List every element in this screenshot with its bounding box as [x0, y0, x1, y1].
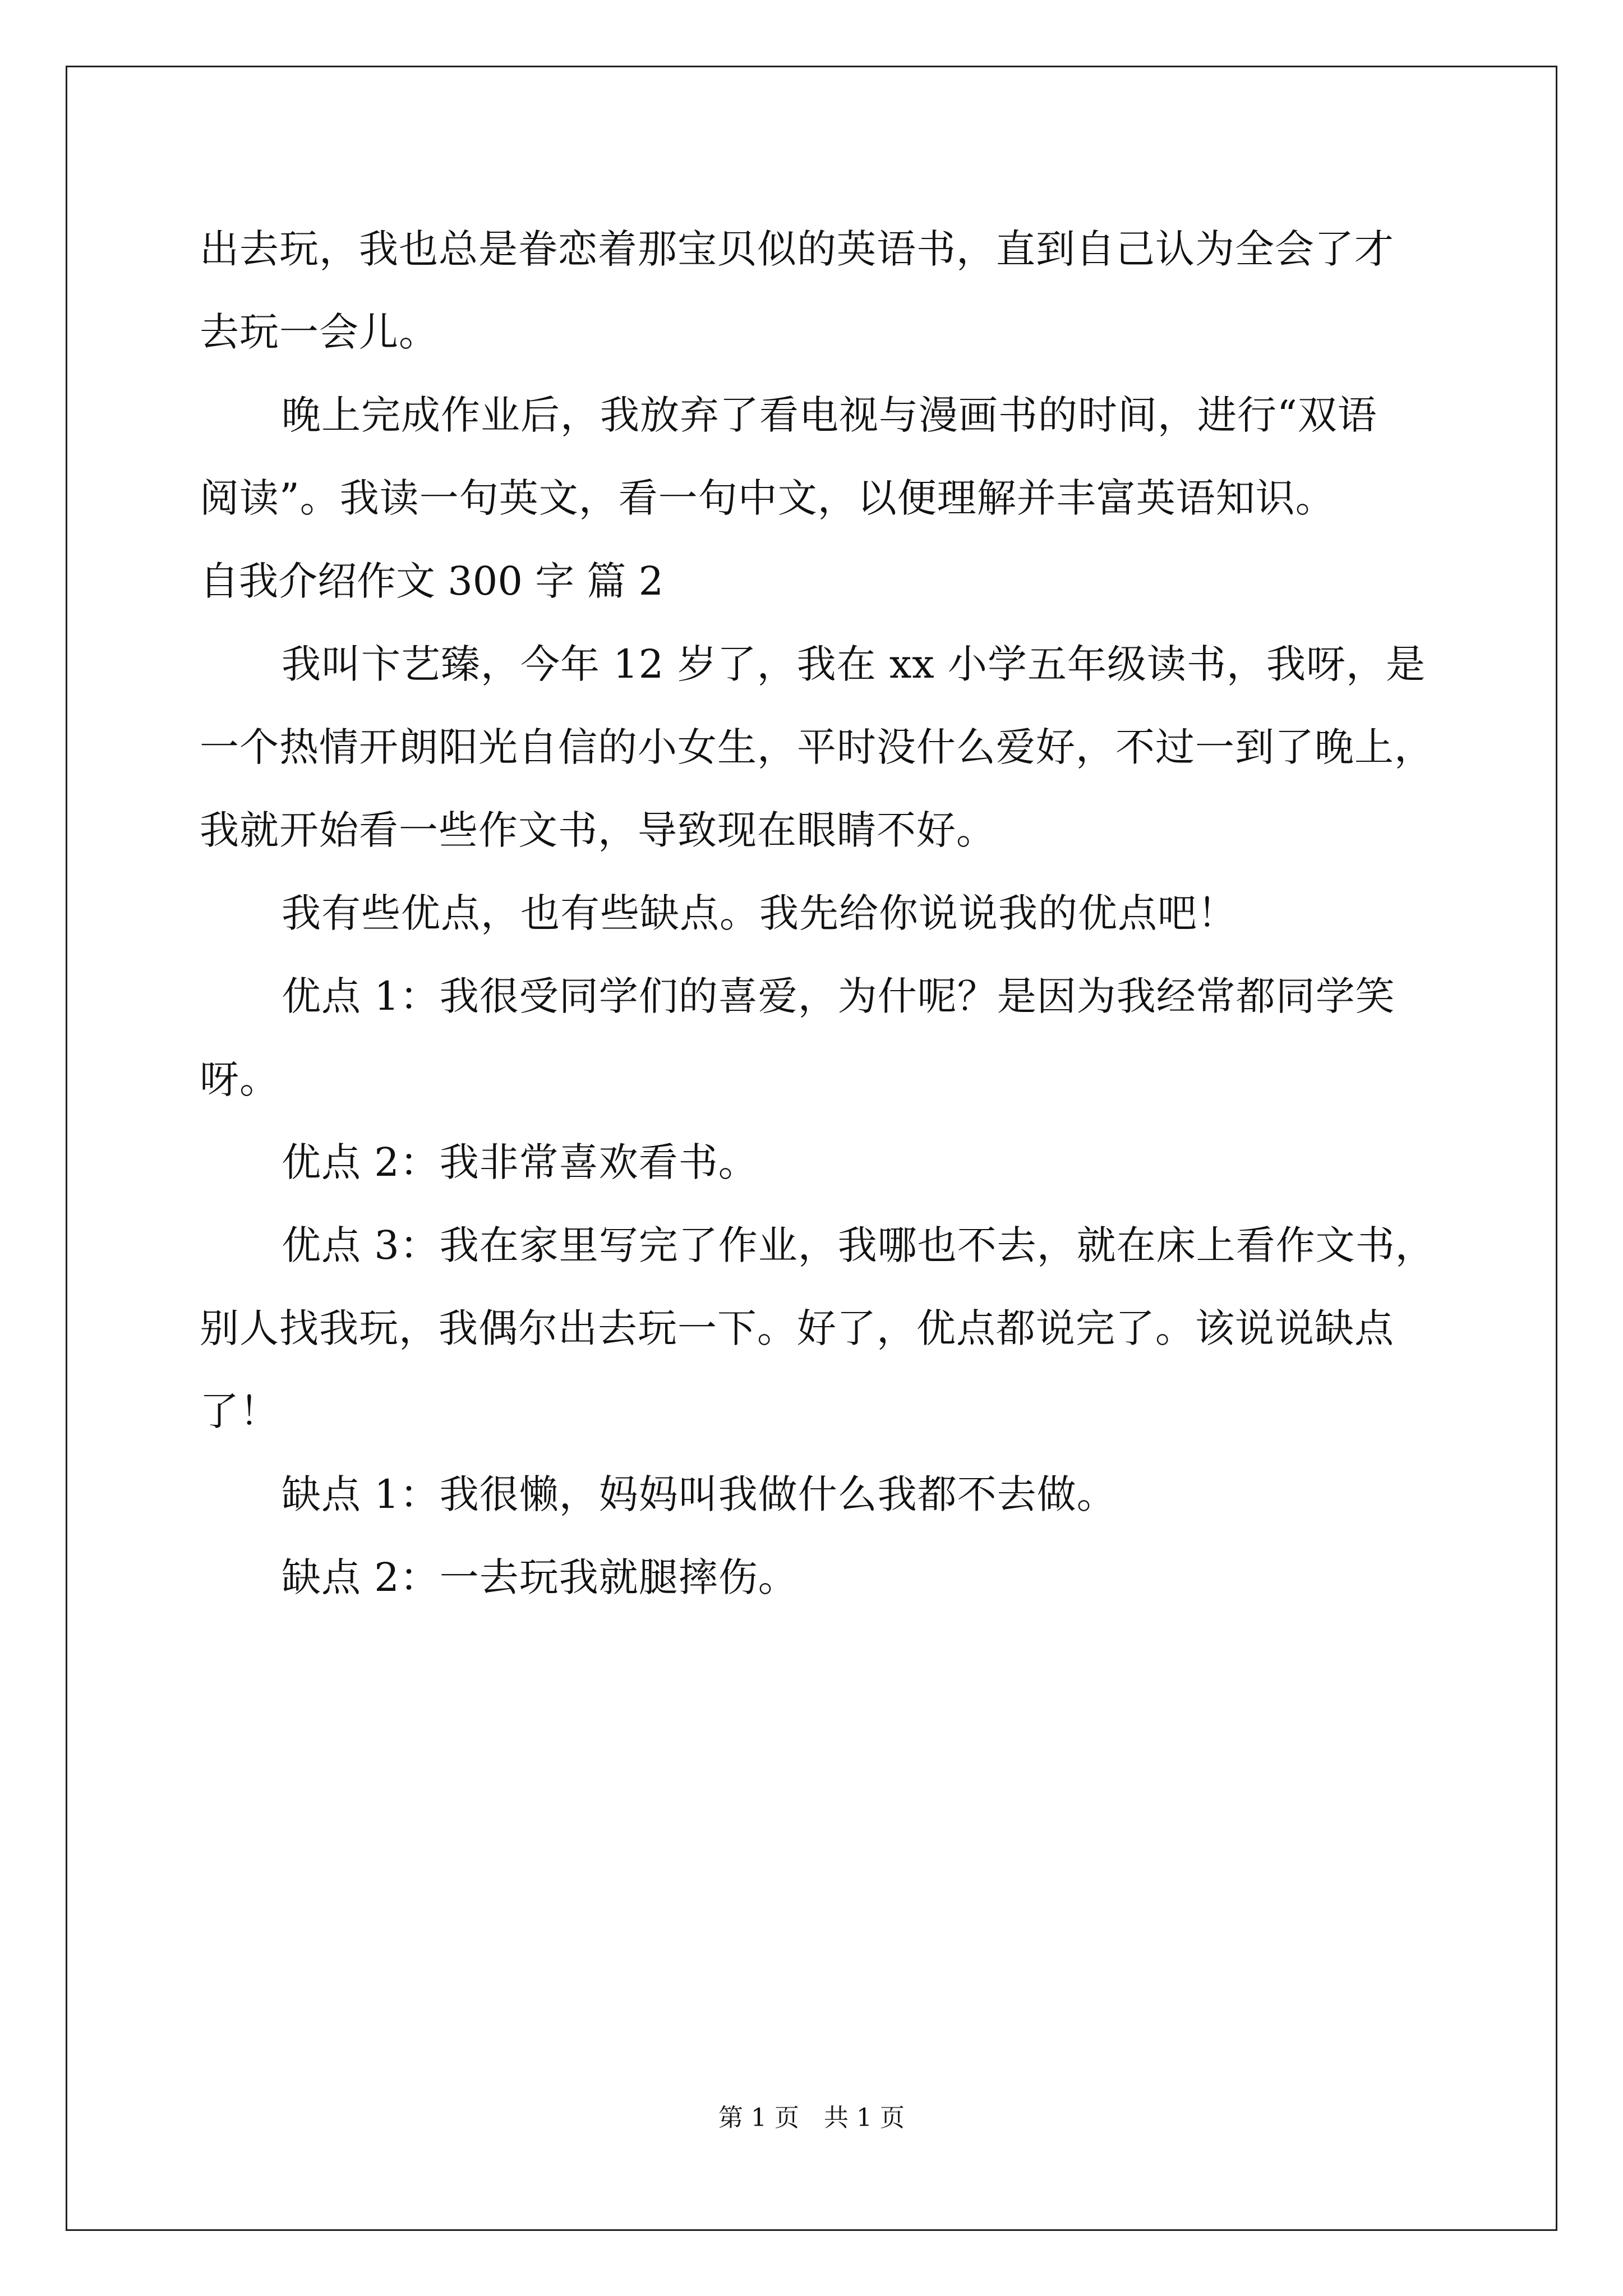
- text-line: 出去玩，我也总是眷恋着那宝贝似的英语书，直到自己认为全会了才: [200, 226, 1394, 272]
- paragraph-start: 优点 3：我在家里写完了作业，我哪也不去，就在床上看作文书，: [282, 1222, 1435, 1268]
- text-line: 了！: [200, 1388, 279, 1434]
- paragraph-start: 晚上完成作业后，我放弃了看电视与漫画书的时间，进行“双语: [282, 392, 1377, 438]
- text-line: 别人找我玩，我偶尔出去玩一下。好了，优点都说完了。该说说缺点: [200, 1305, 1394, 1351]
- paragraph-start: 优点 1：我很受同学们的喜爱，为什呢？是因为我经常都同学笑: [282, 973, 1395, 1019]
- paragraph-start: 缺点 1：我很懒，妈妈叫我做什么我都不去做。: [282, 1471, 1117, 1517]
- page-number-footer: 第 1 页 共 1 页: [718, 2104, 905, 2132]
- text-line: 一个热情开朗阳光自信的小女生，平时没什么爱好，不过一到了晚上，: [200, 724, 1434, 770]
- text-line: 呀。: [200, 1056, 279, 1102]
- paragraph-start: 缺点 2：一去玩我就腿摔伤。: [282, 1554, 798, 1600]
- paragraph-start: 优点 2：我非常喜欢看书。: [282, 1139, 758, 1185]
- text-line: 去玩一会儿。: [200, 309, 439, 355]
- document-body: [200, 208, 1435, 1619]
- section-heading: 自我介绍作文 300 字 篇 2: [200, 558, 664, 604]
- paragraph-start: 我有些优点，也有些缺点。我先给你说说我的优点吧！: [282, 890, 1237, 936]
- text-line: 我就开始看一些作文书，导致现在眼睛不好。: [200, 807, 996, 853]
- paragraph-start: 我叫卞艺臻，今年 12 岁了，我在 xx 小学五年级读书，我呀，是: [282, 641, 1426, 687]
- text-line: 阅读”。我读一句英文，看一句中文，以便理解并丰富英语知识。: [200, 475, 1335, 521]
